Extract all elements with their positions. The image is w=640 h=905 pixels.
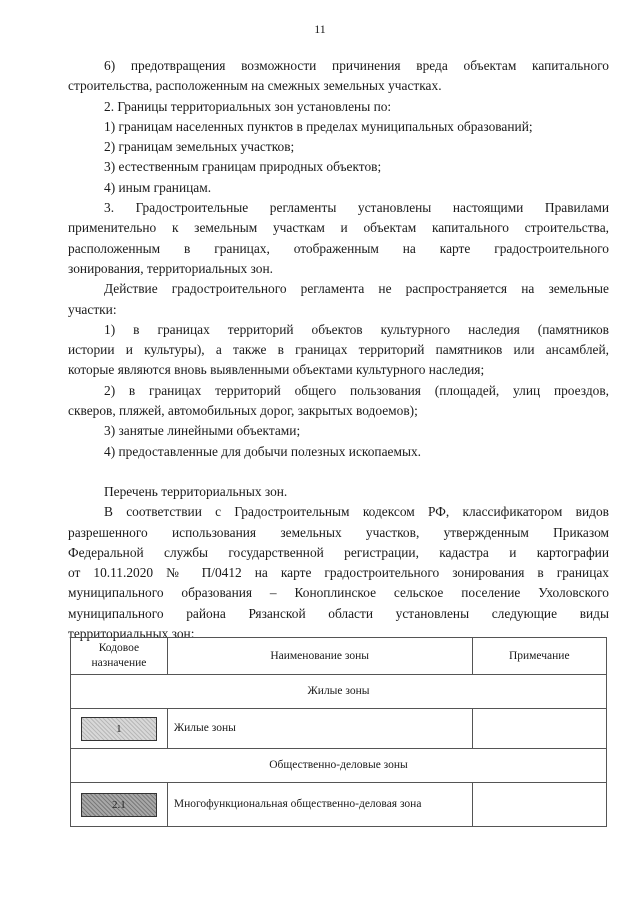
zone-code-cell [71,709,168,749]
zone-note [472,783,607,827]
list-item: 4) иным границам. [104,179,212,195]
paragraph-line: 2. Границы территориальных зон установлены по: [104,98,392,114]
paragraph-line: муниципального района Рязанской области установлены следующие виды [68,605,609,621]
list-item: 1) границам населенных пунктов в пределах муниципальных образований; [104,118,533,134]
table-row [71,709,607,749]
paragraph-line: разрешенного использования земельных участков, утвержденным Приказом [68,524,609,540]
section-row [71,675,607,709]
header-note: Примечание [472,638,607,675]
document-body [68,56,609,644]
section-title: Жилые зоны [71,675,607,709]
paragraph-line: 3. Градостроительные регламенты установлены настоящими Правилами [104,200,609,216]
paragraph-line: участки: [68,301,117,317]
list-item: 2) в границах территорий общего пользования (площадей, улиц проездов, [104,382,609,398]
paragraph-line: 6) предотвращения возможности причинения вреда объектам капитального [104,58,609,73]
paragraph-line: Перечень территориальных зон. [104,483,288,499]
list-item: 3) занятые линейными объектами; [104,423,301,439]
zone-code-cell [71,783,168,827]
section-title: Общественно-деловые зоны [71,749,607,783]
table-header-row [71,638,607,675]
spacer [104,462,609,482]
paragraph-line: муниципального образования – Коноплинское сельское поселение Ухоловского [68,585,609,601]
header-name: Наименование зоны [167,638,472,675]
page-number: 11 [314,22,326,36]
paragraph-line: В соответствии с Градостроительным кодексом РФ, классификатором видов [104,504,609,520]
paragraph-line: строительства, расположенным на смежных земельных участках. [68,78,442,94]
list-item: скверов, пляжей, автомобильных дорог, закрытых водоемов); [68,403,418,419]
header-code [71,638,168,675]
list-item: 4) предоставленные для добычи полезных ископаемых. [104,443,422,459]
list-item: 3) естественным границам природных объектов; [104,159,382,175]
paragraph-line: территориальных зон: [68,626,195,642]
zones-table [70,637,607,827]
zone-note [472,709,607,749]
zone-swatch: 1 [81,717,157,741]
paragraph-line: от 10.11.2020 № П/0412 на карте градостроительного зонирования в границах [68,565,609,581]
table-row [71,783,607,827]
header-code-line2: назначение [91,657,147,669]
section-row [71,749,607,783]
list-item: 2) границам земельных участков; [104,139,295,155]
zone-swatch: 2.1 [81,793,157,817]
paragraph-line: расположенным в границах, отображенным на карте градостроительного [68,240,609,256]
paragraph-line: Федеральной службы государственной регистрации, кадастра и картографии [68,544,609,560]
list-item: которые являются вновь выявленными объектами культурного наследия; [68,362,485,378]
zone-name: Жилые зоны [167,709,472,749]
paragraph-line: применительно к земельным участкам и объектам капитального строительства, [68,220,609,236]
list-item: 1) в границах территорий объектов культурного наследия (памятников [104,321,609,337]
zone-name: Многофункциональная общественно-деловая зона [167,783,472,827]
paragraph-line: зонирования, территориальных зон. [68,260,273,276]
paragraph-line: Действие градостроительного регламента не распространяется на земельные [104,281,609,297]
header-code-line1: Кодовое [98,642,140,654]
list-item: истории и культуры), а также в границах территорий памятников или ансамблей, [68,342,609,358]
